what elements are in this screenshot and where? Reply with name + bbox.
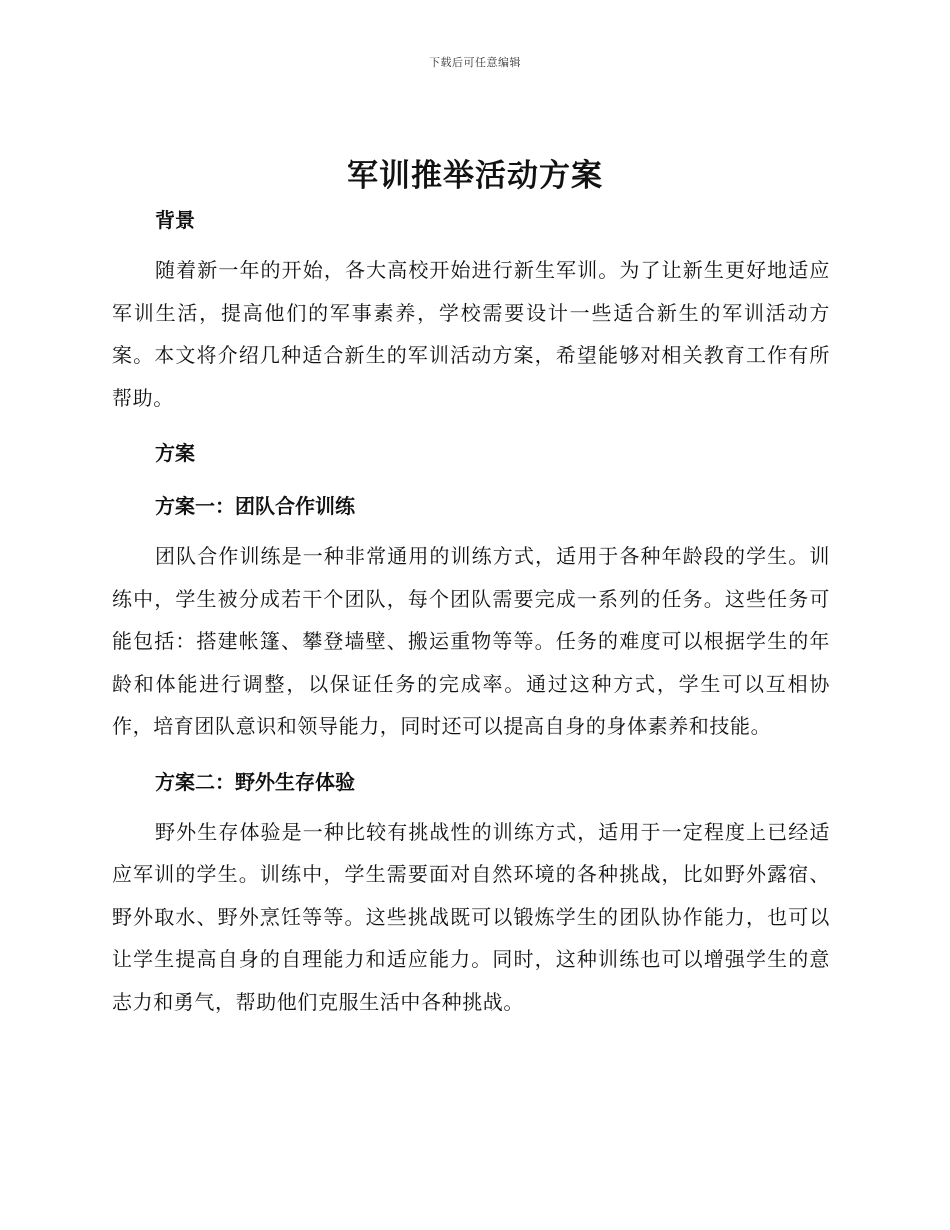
- plan1-heading: 方案一：团队合作训练: [155, 494, 355, 518]
- plan1-paragraph: 团队合作训练是一种非常通用的训练方式，适用于各种年龄段的学生。训练中，学生被分成若干个团队，每个团队需要完成一系列的任务。这些任务可能包括：搭建帐篷、攀登墙壁、搬运重物等等。任务的难度可以根据学生的年龄和体能进行调整，以保证任务的完成率。通过这种方式，学生可以互相协作，培育团队意识和领导能力，同时还可以提高自身的身体素养和技能。: [112, 544, 830, 738]
- plans-heading: 方案: [155, 441, 195, 465]
- background-paragraph: 随着新一年的开始，各大高校开始进行新生军训。为了让新生更好地适应军训生活，提高他们的军事素养，学校需要设计一些适合新生的军训活动方案。本文将介绍几种适合新生的军训活动方案，希望能够对相关教育工作有所帮助。: [112, 258, 830, 410]
- background-heading: 背景: [155, 208, 195, 232]
- plan2-paragraph: 野外生存体验是一种比较有挑战性的训练方式，适用于一定程度上已经适应军训的学生。训练中，学生需要面对自然环境的各种挑战，比如野外露宿、野外取水、野外烹饪等等。这些挑战既可以锻炼学生的团队协作能力，也可以让学生提高自身的自理能力和适应能力。同时，这种训练也可以增强学生的意志力和勇气，帮助他们克服生活中各种挑战。: [112, 819, 830, 1014]
- header-note: 下载后可任意编辑: [429, 56, 521, 69]
- plan2-heading: 方案二：野外生存体验: [155, 769, 355, 794]
- document-title: 军训推举活动方案: [347, 158, 603, 194]
- document-body: [112, 205, 830, 1023]
